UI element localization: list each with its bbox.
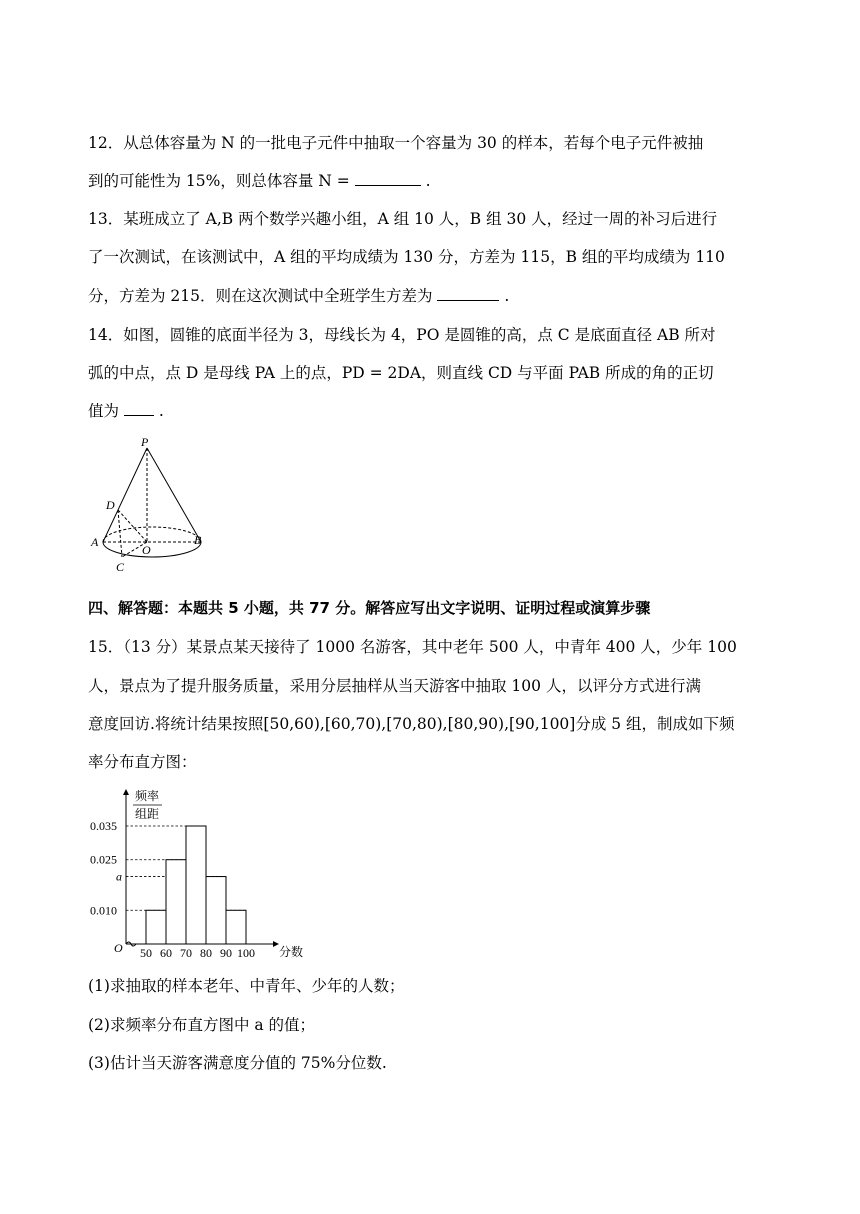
q14-line-3 bbox=[88, 401, 164, 421]
label-a: A bbox=[91, 535, 99, 549]
histogram-bar bbox=[166, 860, 186, 944]
answer-blank bbox=[355, 171, 421, 186]
histogram-bar bbox=[186, 826, 206, 944]
label-b: B bbox=[194, 533, 202, 547]
segment-dc bbox=[118, 510, 122, 557]
y-tick-label: a bbox=[116, 869, 122, 884]
base-front-arc bbox=[103, 542, 201, 557]
origin-label: O bbox=[114, 941, 123, 955]
label-c: C bbox=[116, 560, 125, 574]
q15-sub-1: (1)求抽取的样本老年、中青年、少年的人数； bbox=[88, 977, 405, 995]
frequency-histogram bbox=[88, 784, 308, 968]
q15-line-2: 人，景点为了提升服务质量，采用分层抽样从当天游客中抽取 100 人，以评分方式进行满 bbox=[88, 677, 701, 695]
x-tick-label: 100 bbox=[237, 946, 255, 960]
xlabel: 分数 bbox=[279, 945, 304, 959]
q15-line-1: 15．（13 分）某景点某天接待了 1000 名游客，其中老年 500 人，中青年 400 人，少年 100 bbox=[88, 638, 737, 656]
q13-line-1: 13．某班成立了 A,B 两个数学兴趣小组，A 组 10 人，B 组 30 人，经过一周的补习后进行 bbox=[88, 210, 718, 228]
q15-sub-2: (2)求频率分布直方图中 a 的值； bbox=[88, 1016, 316, 1034]
q12-period: . bbox=[425, 172, 431, 190]
label-p: P bbox=[141, 436, 149, 449]
segment-do bbox=[118, 510, 147, 542]
q14-line-3-text: 值为 bbox=[88, 402, 120, 420]
label-o: O bbox=[142, 543, 151, 557]
x-tick-label: 70 bbox=[180, 946, 192, 960]
x-tick-label: 50 bbox=[140, 946, 152, 960]
q12-line-2 bbox=[88, 171, 431, 191]
x-tick-label: 80 bbox=[200, 946, 212, 960]
q14-line-1: 14．如图，圆锥的底面半径为 3，母线长为 4，PO 是圆锥的高，点 C 是底面直径 AB 所对 bbox=[88, 326, 716, 344]
label-d: D bbox=[106, 498, 115, 512]
q15-sub-3: (3)估计当天游客满意度分值的 75%分位数. bbox=[88, 1054, 387, 1072]
y-tick-label: 0.025 bbox=[90, 852, 117, 867]
q13-line-2: 了一次测试，在该测试中，A 组的平均成绩为 130 分，方差为 115，B 组的平均成绩为 110 bbox=[88, 248, 725, 266]
ylabel-bottom: 组距 bbox=[135, 807, 160, 821]
q14-period: . bbox=[158, 402, 164, 420]
section-heading: 四、解答题：本题共 5 小题，共 77 分。解答应写出文字说明、证明过程或演算步骤 bbox=[88, 599, 651, 617]
answer-blank bbox=[124, 401, 154, 416]
q13-line-3-text: 分，方差为 215．则在这次测试中全班学生方差为 bbox=[88, 287, 433, 305]
cone-figure bbox=[88, 436, 218, 578]
histogram-bar bbox=[226, 910, 246, 944]
histogram-bar bbox=[206, 877, 226, 944]
q13-period: . bbox=[504, 287, 510, 305]
ylabel-top: 频率 bbox=[135, 789, 160, 803]
y-tick-label: 0.010 bbox=[90, 903, 117, 918]
x-tick-label: 60 bbox=[160, 946, 172, 960]
q15-line-3: 意度回访.将统计结果按照[50,60),[60,70),[70,80),[80,90),[90,100]分成 5 组，制成如下频 bbox=[88, 715, 735, 733]
x-tick-label: 90 bbox=[220, 946, 232, 960]
base-back-arc bbox=[103, 527, 201, 542]
generatrix-pb bbox=[147, 448, 201, 542]
answer-blank bbox=[437, 286, 499, 301]
y-tick-label: 0.035 bbox=[90, 819, 117, 833]
histogram-bar bbox=[146, 910, 166, 944]
q15-line-4: 率分布直方图： bbox=[88, 753, 197, 771]
q12-line-2-text: 到的可能性为 15%，则总体容量 N = bbox=[88, 172, 350, 190]
q14-line-2: 弧的中点，点 D 是母线 PA 上的点，PD = 2DA，则直线 CD 与平面 PAB 所成的角的正切 bbox=[88, 364, 714, 382]
q12-line-1: 12．从总体容量为 N 的一批电子元件中抽取一个容量为 30 的样本，若每个电子元件被抽 bbox=[88, 134, 704, 152]
q13-line-3 bbox=[88, 286, 509, 306]
